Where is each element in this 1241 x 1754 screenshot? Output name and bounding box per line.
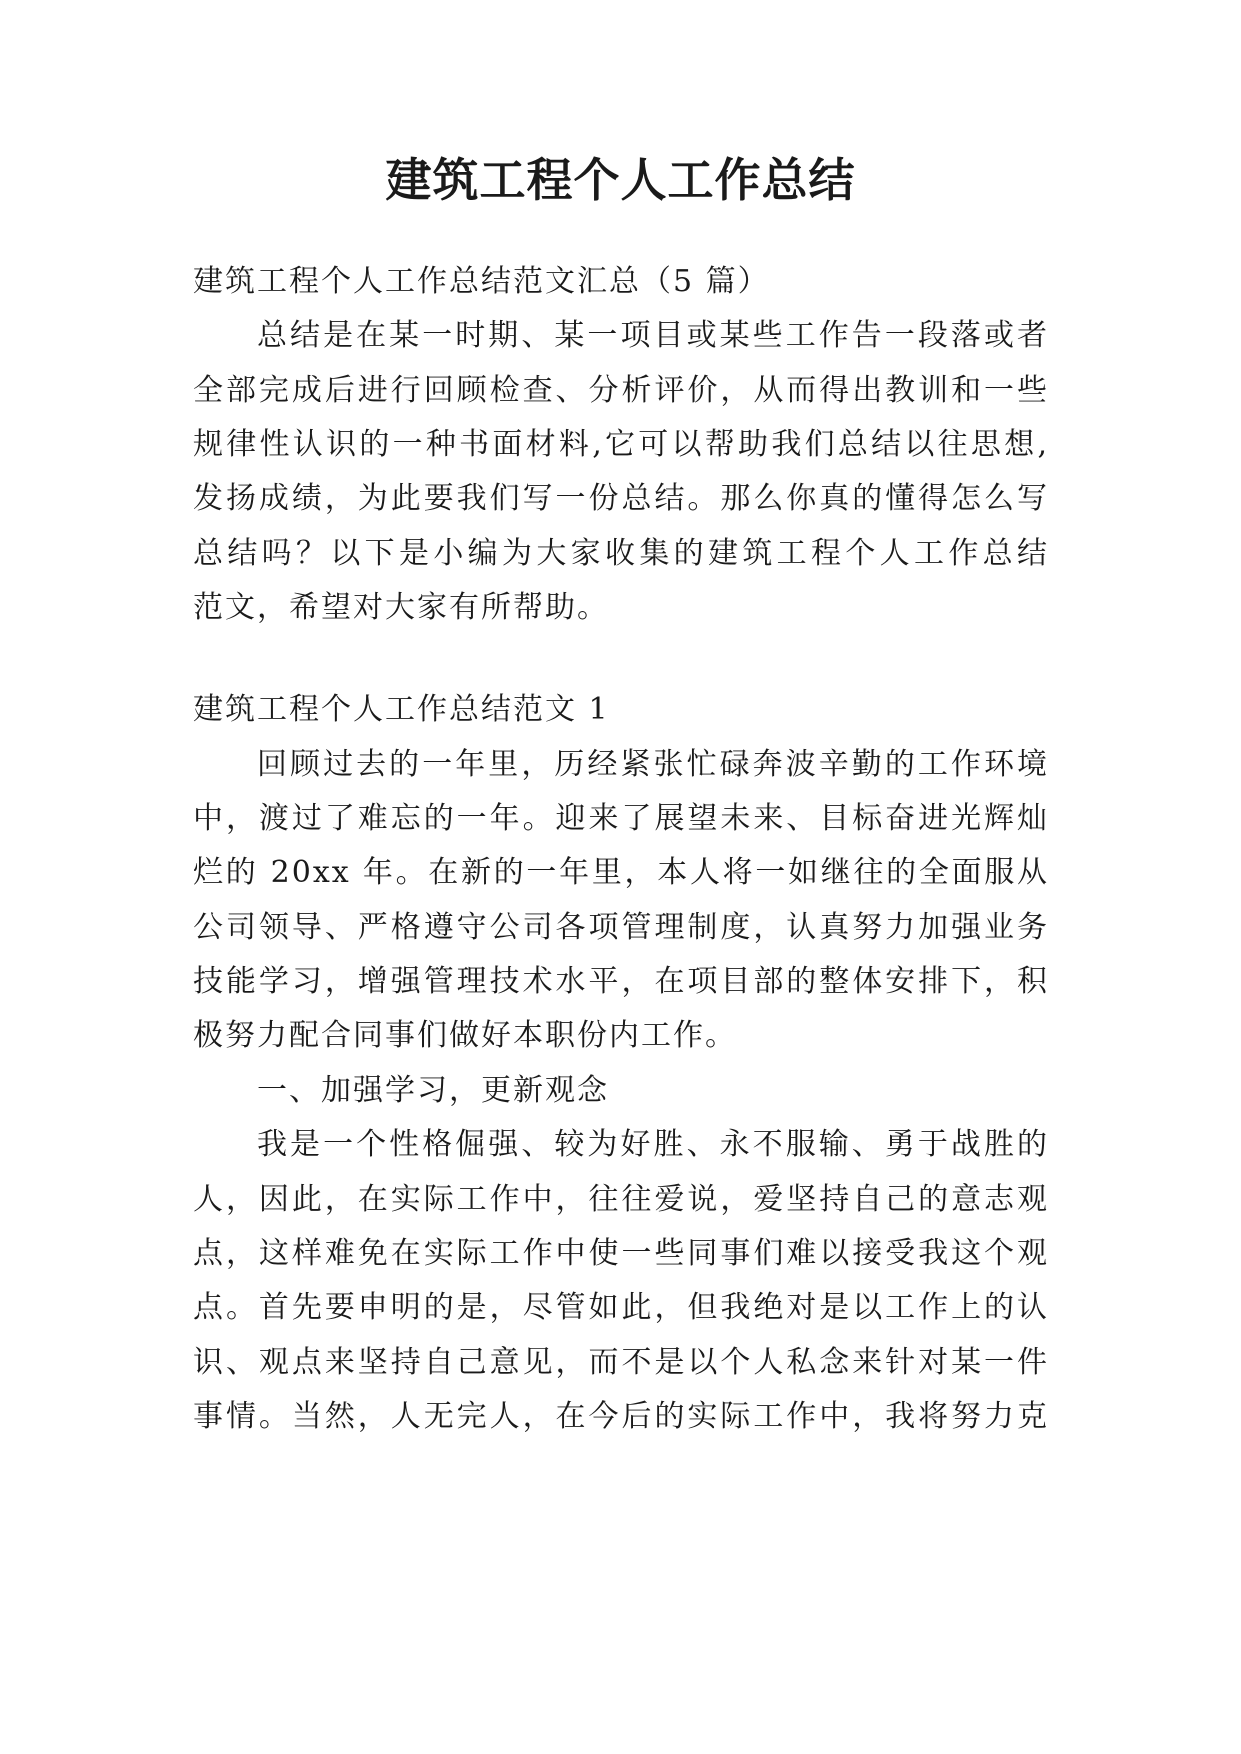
body-paragraph-line: 烂的 20xx 年。在新的一年里，本人将一如继往的全面服从 <box>193 855 1049 890</box>
body-paragraph-line: 公司领导、严格遵守公司各项管理制度，认真努力加强业务 <box>193 910 1049 945</box>
body-paragraph-line: 回顾过去的一年里，历经紧张忙碌奔波辛勤的工作环境 <box>257 747 1049 782</box>
body-paragraph-line: 极努力配合同事们做好本职份内工作。 <box>193 1018 737 1053</box>
subsection-heading: 一、加强学习，更新观念 <box>257 1073 609 1108</box>
intro-paragraph-line: 发扬成绩，为此要我们写一份总结。那么你真的懂得怎么写 <box>193 481 1049 516</box>
document-title: 建筑工程个人工作总结 <box>385 153 856 207</box>
body-paragraph-line: 点。首先要申明的是，尽管如此，但我绝对是以工作上的认 <box>193 1290 1049 1325</box>
body-paragraph-line: 识、观点来坚持自己意见，而不是以个人私念来针对某一件 <box>193 1345 1049 1380</box>
body-paragraph-line: 我是一个性格倔强、较为好胜、永不服输、勇于战胜的 <box>257 1127 1049 1162</box>
body-paragraph-line: 技能学习，增强管理技术水平，在项目部的整体安排下，积 <box>193 964 1049 999</box>
intro-paragraph-line: 范文，希望对大家有所帮助。 <box>193 590 609 625</box>
intro-paragraph-line: 全部完成后进行回顾检查、分析评价，从而得出教训和一些 <box>193 373 1049 408</box>
body-paragraph-line: 人，因此，在实际工作中，往往爱说，爱坚持自己的意志观 <box>193 1182 1049 1217</box>
intro-paragraph-line: 规律性认识的一种书面材料,它可以帮助我们总结以往思想, <box>193 427 1049 462</box>
intro-paragraph-line: 总结是在某一时期、某一项目或某些工作告一段落或者 <box>257 318 1049 353</box>
body-paragraph-line: 中，渡过了难忘的一年。迎来了展望未来、目标奋进光辉灿 <box>193 801 1049 836</box>
body-paragraph-line: 事情。当然，人无完人，在今后的实际工作中，我将努力克 <box>193 1399 1049 1434</box>
section-heading: 建筑工程个人工作总结范文 1 <box>193 692 610 727</box>
body-paragraph-line: 点，这样难免在实际工作中使一些同事们难以接受我这个观 <box>193 1236 1049 1271</box>
subtitle-collection: 建筑工程个人工作总结范文汇总（5 篇） <box>193 264 770 299</box>
intro-paragraph-line: 总结吗？以下是小编为大家收集的建筑工程个人工作总结 <box>193 536 1049 571</box>
